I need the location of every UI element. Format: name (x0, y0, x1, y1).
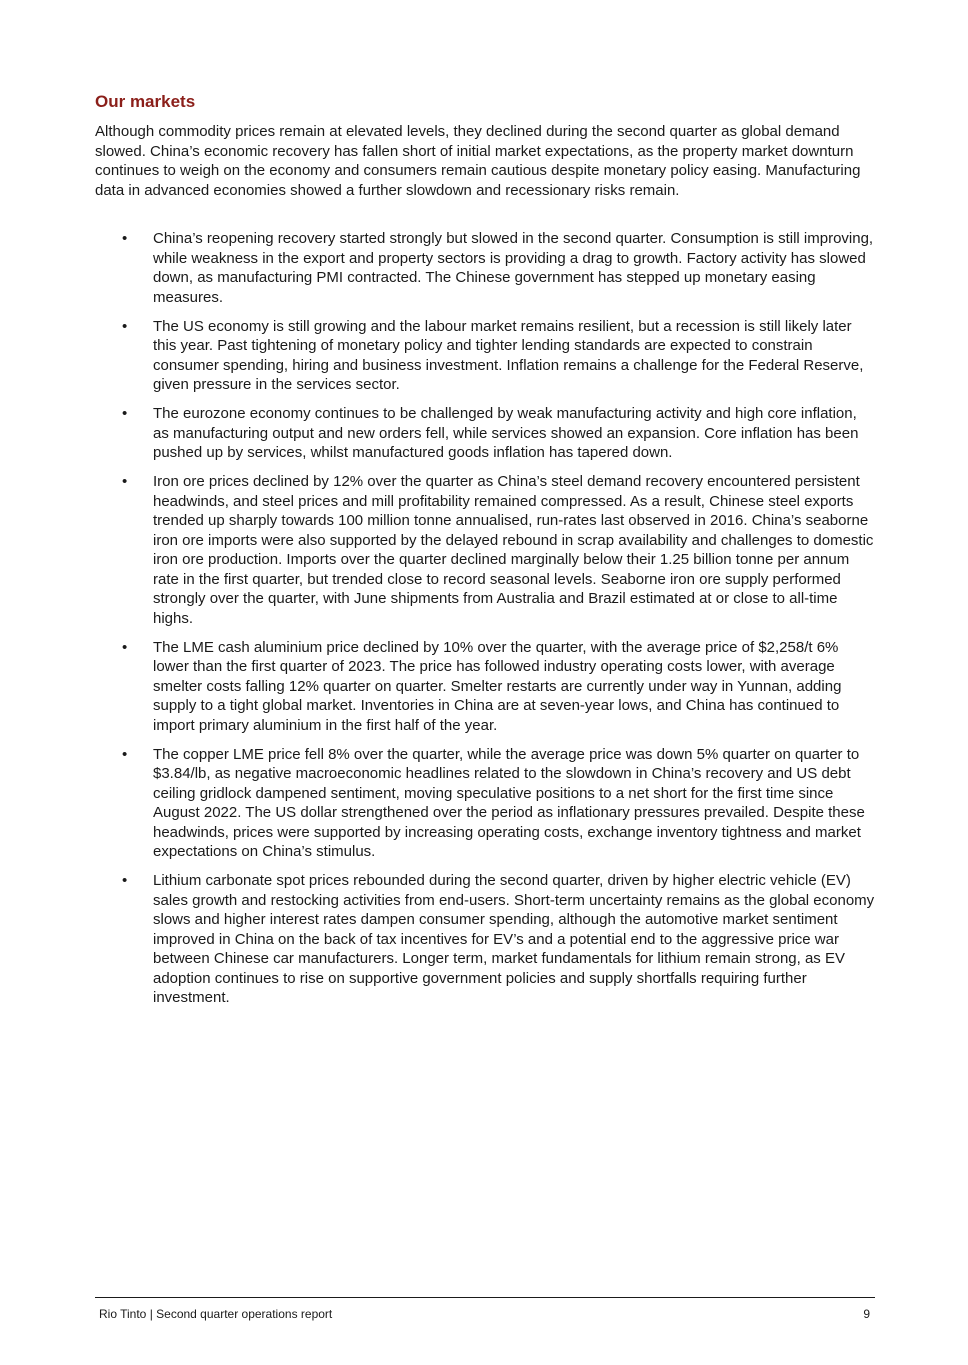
bullet-marker: • (122, 745, 128, 763)
bullet-marker: • (122, 872, 128, 889)
bullet-text: The eurozone economy continues to be challenged by weak manufacturing activity and high core inflation, as manufacturing output and new orders fell, while services showed an expansion. Core inflation has been pushed up by services, whilst manufactured goods inflation has tapered down. (153, 405, 859, 461)
bullet-aluminium (95, 638, 875, 736)
bullet-marker: • (122, 405, 128, 422)
bullet-copper (95, 745, 875, 862)
bullet-text: Lithium carbonate spot prices rebounded during the second quarter, driven by higher electric vehicle (EV) sales growth and restocking activities from end-users. Short-term uncertainty remains as the global economy slows and higher interest rates dampen consumer spending, although the automotive market sentiment improved in China on the back of tax incentives for EV’s and a potential end to the aggressive price war between Chinese car manufacturers. Longer term, market fundamentals for lithium remain strong, as EV adoption continues to rise on supportive government policies and supply shortfalls requiring further investment. (153, 872, 875, 1006)
footer-report-title: Rio Tinto | Second quarter operations report (99, 1307, 333, 1321)
bullet-text: Iron ore prices declined by 12% over the quarter as China’s steel demand recovery encountered persistent headwinds, and steel prices and mill profitability remained compressed. As a result, Chinese steel exports trended up sharply towards 100 million tonne annualised, run-rates last observed in 2016. China’s seaborne iron ore imports were also supported by the delayed rebound in scrap availability and challenges to domestic iron ore production. Imports over the quarter declined marginally below their 1.25 billion tonne per annum rate in the first quarter, but trended close to record seasonal levels. Seaborne iron ore supply performed strongly over the quarter, with June shipments from Australia and Brazil estimated at or close to all-time highs. (153, 473, 874, 627)
bullet-marker: • (122, 317, 128, 335)
bullet-iron-ore (95, 472, 875, 628)
footer-divider (95, 1297, 875, 1298)
bullet-eurozone (95, 404, 875, 463)
section-heading: Our markets (95, 92, 196, 111)
bullet-china (95, 229, 875, 307)
bullet-text: The US economy is still growing and the labour market remains resilient, but a recession is still likely later this year. Past tightening of monetary policy and tighter lending standards are expected to constrain consumer spending, hiring and business investment. Inflation remains a challenge for the Federal Reserve, given pressure in the services sector. (153, 317, 864, 393)
bullet-text: China’s reopening recovery started strongly but slowed in the second quarter. Consumption is still improving, while weakness in the export and property sectors is providing a drag to growth. Factory activity has slowed down, as manufacturing PMI contracted. The Chinese government has stepped up monetary easing measures. (153, 230, 874, 306)
bullet-text: The LME cash aluminium price declined by 10% over the quarter, with the average price of $2,258/t 6% lower than the first quarter of 2023. The price has followed industry operating costs lower, with average smelter costs falling 12% quarter on quarter. Smelter restarts are currently under way in Yunnan, adding supply to a tight global market. Inventories in China are at seven-year lows, and China has continued to import primary aluminium in the first half of the year. (153, 638, 842, 734)
market-bullet-list (95, 229, 875, 1017)
bullet-marker: • (122, 230, 128, 247)
bullet-marker: • (122, 473, 128, 490)
bullet-lithium (95, 871, 875, 1008)
bullet-marker: • (122, 638, 128, 656)
bullet-text: The copper LME price fell 8% over the quarter, while the average price was down 5% quarter on quarter to $3.84/lb, as negative macroeconomic headlines related to the slowdown in China’s recovery and US debt ceiling gridlock dampened sentiment, moving speculative positions to a net short for the first time since August 2022. The US dollar strengthened over the period as inflationary pressures prevailed. Despite these headwinds, prices were supported by increasing operating costs, exchange inventory tightness and market expectations on China’s stimulus. (153, 745, 865, 860)
footer-page-number: 9 (863, 1307, 870, 1321)
bullet-us-economy (95, 317, 875, 395)
intro-paragraph: Although commodity prices remain at elevated levels, they declined during the second quarter as global demand slowed. China’s economic recovery has fallen short of initial market expectations, as the property market downturn continues to weigh on the economy and consumers remain cautious despite monetary policy easing. Manufacturing data in advanced economies showed a further slowdown and recessionary risks remain. (95, 123, 861, 199)
